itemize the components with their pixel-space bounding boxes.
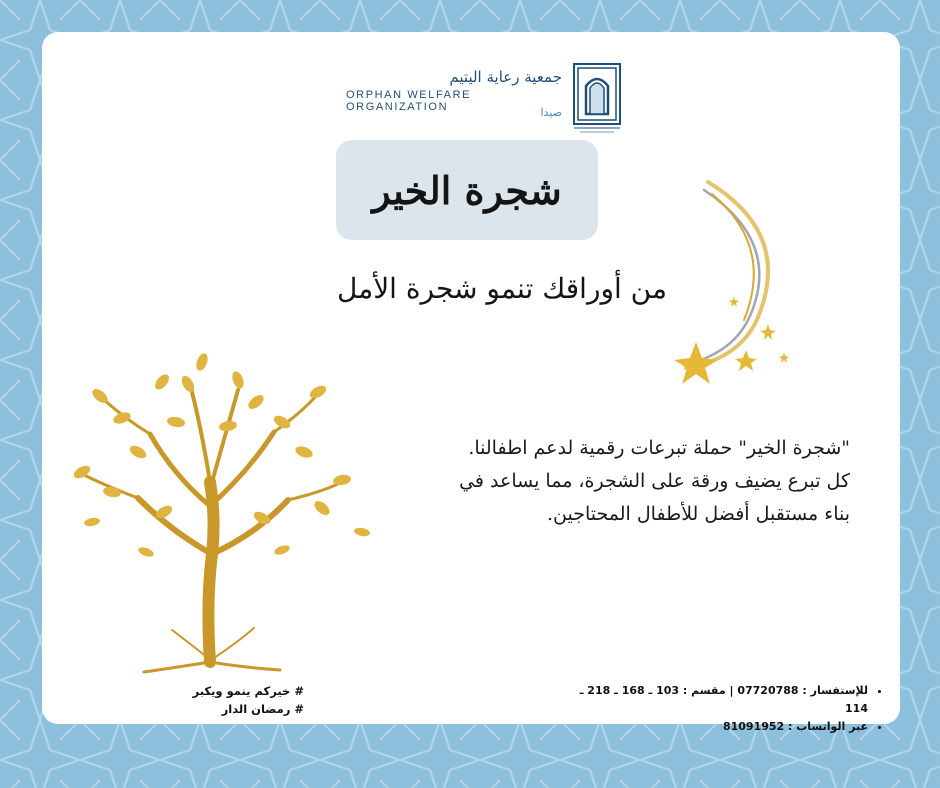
title-box [336, 140, 598, 240]
logo-name-arabic: جمعية رعاية اليتيم [449, 68, 562, 86]
contact-phone: • للإستفسار : 07720788 | مقسم : 103 ـ 168 ـ 218 ـ 114 [562, 682, 868, 718]
main-card [42, 32, 900, 733]
page-title: شجرة الخير [372, 167, 562, 213]
campaign-description [402, 432, 850, 531]
description-line: بناء مستقبل أفضل للأطفال المحتاجين. [547, 503, 850, 525]
subtitle: من أوراقك تنمو شجرة الأمل [337, 272, 667, 305]
organization-logo [346, 62, 636, 142]
golden-tree-icon [42, 322, 382, 684]
shooting-star-icon [614, 172, 794, 392]
logo-name-english: ORPHAN WELFARE ORGANIZATION [346, 89, 472, 113]
description-line: "شجرة الخير" حملة تبرعات رقمية لدعم اطفالنا. [468, 437, 850, 459]
arched-doorway-emblem-icon [572, 62, 622, 138]
hashtag: # خيركم ينمو ويكبر [192, 684, 304, 698]
contact-info [562, 682, 882, 736]
hashtag: # رمضان الدار [221, 702, 304, 716]
hashtags [134, 682, 304, 718]
contact-whatsapp: • عبر الواتساب : 81091952 [562, 718, 868, 736]
description-line: كل تبرع يضيف ورقة على الشجرة، مما يساعد في [459, 470, 850, 492]
logo-city: صيدا [540, 106, 562, 119]
